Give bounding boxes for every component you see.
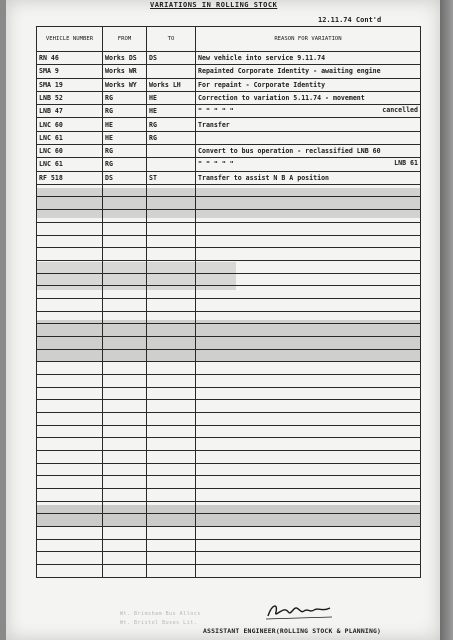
blank-cell [103, 286, 147, 299]
blank-cell [196, 463, 421, 476]
blank-cell [37, 235, 103, 248]
table-row [37, 118, 421, 131]
blank-cell [196, 400, 421, 413]
blank-cell [103, 526, 147, 539]
blank-cell [196, 260, 421, 273]
cell-from: Works WR [103, 65, 147, 78]
blank-cell [196, 552, 421, 565]
blank-row [37, 235, 421, 248]
blank-cell [37, 539, 103, 552]
blank-cell [103, 425, 147, 438]
blank-row [37, 222, 421, 235]
blank-cell [103, 197, 147, 210]
cell-reason [196, 105, 421, 118]
blank-row [37, 501, 421, 514]
reason-text: New vehicle into service 9.11.74 [198, 54, 326, 63]
cell-vehicle: SMA 9 [37, 65, 103, 78]
blank-row [37, 197, 421, 210]
cell-reason [196, 91, 421, 104]
blank-row [37, 311, 421, 324]
table-row [37, 158, 421, 171]
blank-cell [147, 222, 196, 235]
reason-text: Repainted Corporate Identity - awaiting engine [198, 67, 381, 76]
cell-to [147, 65, 196, 78]
blank-cell [37, 488, 103, 501]
cell-reason [196, 52, 421, 65]
blank-cell [147, 184, 196, 197]
cell-reason [196, 171, 421, 184]
blank-cell [196, 336, 421, 349]
blank-cell [37, 526, 103, 539]
blank-cell [196, 425, 421, 438]
blank-cell [103, 362, 147, 375]
reason-text: Transfer [198, 120, 230, 129]
blank-cell [103, 260, 147, 273]
blank-cell [196, 438, 421, 451]
blank-cell [103, 488, 147, 501]
cell-to: Works LH [147, 78, 196, 91]
blank-row [37, 400, 421, 413]
blank-cell [37, 400, 103, 413]
blank-cell [103, 564, 147, 577]
faint-line-1: Wt. Brimsham Bus Allocs [120, 611, 201, 617]
cell-reason [196, 131, 421, 144]
cell-from: RG [103, 144, 147, 157]
blank-cell [147, 564, 196, 577]
blank-cell [103, 324, 147, 337]
blank-cell [147, 362, 196, 375]
blank-cell [147, 336, 196, 349]
reason-text: Convert to bus operation - reclassified LNB 60 [198, 147, 381, 156]
blank-cell [147, 400, 196, 413]
blank-cell [147, 311, 196, 324]
blank-cell [37, 349, 103, 362]
blank-cell [103, 336, 147, 349]
blank-cell [103, 476, 147, 489]
blank-cell [103, 349, 147, 362]
blank-cell [196, 450, 421, 463]
reason-text: Correction to variation 5.11.74 - movement [198, 93, 365, 102]
blank-row [37, 298, 421, 311]
date-note: 12.11.74 Cont'd [318, 16, 382, 24]
blank-cell [37, 438, 103, 451]
cell-to [147, 158, 196, 171]
blank-cell [37, 362, 103, 375]
cell-reason [196, 144, 421, 157]
blank-cell [103, 222, 147, 235]
blank-row [37, 438, 421, 451]
table-row [37, 78, 421, 91]
blank-cell [103, 539, 147, 552]
blank-cell [37, 197, 103, 210]
blank-cell [103, 184, 147, 197]
blank-cell [196, 514, 421, 527]
table-row [37, 171, 421, 184]
blank-cell [147, 501, 196, 514]
blank-cell [37, 210, 103, 223]
table-row [37, 131, 421, 144]
blank-cell [103, 412, 147, 425]
blank-row [37, 374, 421, 387]
blank-cell [147, 273, 196, 286]
blank-cell [196, 222, 421, 235]
blank-cell [103, 311, 147, 324]
blank-cell [196, 476, 421, 489]
blank-row [37, 362, 421, 375]
blank-cell [196, 184, 421, 197]
blank-cell [147, 324, 196, 337]
blank-row [37, 286, 421, 299]
blank-row [37, 412, 421, 425]
blank-cell [103, 514, 147, 527]
blank-row [37, 184, 421, 197]
cell-from: Works DS [103, 52, 147, 65]
blank-cell [37, 450, 103, 463]
cell-from: RG [103, 105, 147, 118]
blank-cell [147, 387, 196, 400]
blank-cell [147, 374, 196, 387]
cell-to [147, 144, 196, 157]
blank-cell [103, 387, 147, 400]
blank-cell [196, 349, 421, 362]
table-row [37, 91, 421, 104]
table-row [37, 105, 421, 118]
cell-to: DS [147, 52, 196, 65]
blank-cell [196, 248, 421, 261]
blank-cell [37, 298, 103, 311]
blank-cell [37, 412, 103, 425]
blank-cell [37, 260, 103, 273]
blank-cell [147, 450, 196, 463]
cell-vehicle: RF 518 [37, 171, 103, 184]
table-row [37, 52, 421, 65]
blank-row [37, 260, 421, 273]
signature [264, 600, 334, 622]
blank-cell [37, 286, 103, 299]
blank-cell [196, 488, 421, 501]
cell-from: Works WY [103, 78, 147, 91]
blank-cell [37, 184, 103, 197]
blank-row [37, 425, 421, 438]
cell-from: HE [103, 131, 147, 144]
blank-row [37, 324, 421, 337]
blank-cell [147, 412, 196, 425]
blank-cell [37, 463, 103, 476]
blank-cell [147, 235, 196, 248]
blank-cell [147, 248, 196, 261]
blank-cell [196, 539, 421, 552]
blank-cell [196, 298, 421, 311]
blank-cell [103, 463, 147, 476]
blank-cell [196, 501, 421, 514]
cell-reason [196, 118, 421, 131]
blank-cell [103, 450, 147, 463]
blank-cell [37, 387, 103, 400]
blank-row [37, 210, 421, 223]
document-title: VARIATIONS IN ROLLING STOCK [150, 1, 278, 9]
blank-cell [147, 260, 196, 273]
blank-row [37, 273, 421, 286]
reason-annotation: LNB 61 [394, 159, 418, 168]
blank-cell [103, 438, 147, 451]
blank-row [37, 463, 421, 476]
blank-cell [103, 210, 147, 223]
blank-cell [196, 374, 421, 387]
blank-cell [196, 526, 421, 539]
cell-to: RG [147, 118, 196, 131]
page-edge-shadow [440, 0, 453, 640]
header-vehicle: VEHICLE NUMBER [37, 27, 103, 52]
cell-vehicle: LNC 60 [37, 144, 103, 157]
cell-vehicle: RN 46 [37, 52, 103, 65]
blank-cell [103, 501, 147, 514]
blank-cell [103, 374, 147, 387]
blank-cell [147, 514, 196, 527]
blank-cell [196, 197, 421, 210]
blank-cell [196, 273, 421, 286]
blank-cell [196, 210, 421, 223]
blank-row [37, 349, 421, 362]
blank-cell [37, 248, 103, 261]
header-reason: REASON FOR VARIATION [196, 27, 421, 52]
blank-cell [147, 286, 196, 299]
table-row [37, 144, 421, 157]
blank-cell [103, 552, 147, 565]
blank-row [37, 336, 421, 349]
cell-from: RG [103, 91, 147, 104]
blank-cell [147, 298, 196, 311]
header-from: FROM [103, 27, 147, 52]
blank-cell [37, 476, 103, 489]
cell-vehicle: LNC 60 [37, 118, 103, 131]
blank-cell [37, 311, 103, 324]
blank-cell [37, 552, 103, 565]
header-to: TO [147, 27, 196, 52]
blank-cell [147, 476, 196, 489]
cell-from: HE [103, 118, 147, 131]
blank-cell [37, 501, 103, 514]
reason-text: Transfer to assist N B A position [198, 173, 330, 182]
blank-cell [103, 298, 147, 311]
faint-line-2: Wt. Bristol Buses Lit. [120, 620, 198, 626]
blank-cell [103, 248, 147, 261]
cell-from: RG [103, 158, 147, 171]
blank-cell [103, 273, 147, 286]
blank-cell [147, 349, 196, 362]
cell-vehicle: LNC 61 [37, 158, 103, 171]
cell-reason [196, 65, 421, 78]
blank-row [37, 476, 421, 489]
blank-row [37, 488, 421, 501]
blank-cell [196, 286, 421, 299]
blank-cell [37, 336, 103, 349]
blank-cell [196, 412, 421, 425]
blank-cell [103, 235, 147, 248]
blank-row [37, 248, 421, 261]
blank-cell [37, 425, 103, 438]
blank-cell [37, 374, 103, 387]
blank-cell [196, 324, 421, 337]
reason-text: " " " " " [198, 107, 234, 116]
cell-to: ST [147, 171, 196, 184]
table-header-row [37, 27, 421, 52]
cell-vehicle: LNB 52 [37, 91, 103, 104]
blank-cell [147, 210, 196, 223]
blank-row [37, 564, 421, 577]
variations-table [36, 26, 421, 578]
blank-cell [147, 488, 196, 501]
blank-row [37, 539, 421, 552]
cell-from: DS [103, 171, 147, 184]
blank-cell [103, 400, 147, 413]
signatory-caption: ASSISTANT ENGINEER(ROLLING STOCK & PLANNING) [203, 627, 382, 635]
blank-cell [37, 324, 103, 337]
blank-cell [147, 526, 196, 539]
blank-cell [196, 362, 421, 375]
blank-cell [196, 387, 421, 400]
blank-cell [37, 222, 103, 235]
blank-cell [147, 197, 196, 210]
cell-to: HE [147, 105, 196, 118]
reason-annotation: cancelled [382, 106, 418, 115]
cell-vehicle: SMA 19 [37, 78, 103, 91]
cell-reason [196, 158, 421, 171]
blank-cell [147, 539, 196, 552]
cell-to: RG [147, 131, 196, 144]
blank-row [37, 387, 421, 400]
blank-cell [147, 425, 196, 438]
cell-vehicle: LNB 47 [37, 105, 103, 118]
table-row [37, 65, 421, 78]
table-body [37, 52, 421, 578]
blank-cell [196, 564, 421, 577]
blank-cell [37, 273, 103, 286]
blank-row [37, 514, 421, 527]
blank-cell [196, 311, 421, 324]
blank-row [37, 552, 421, 565]
cell-to: HE [147, 91, 196, 104]
blank-cell [196, 235, 421, 248]
reason-text: " " " " " [198, 160, 234, 169]
blank-cell [37, 514, 103, 527]
reason-text: For repaint - Corporate Identity [198, 80, 326, 89]
blank-row [37, 450, 421, 463]
cell-reason [196, 78, 421, 91]
blank-cell [147, 463, 196, 476]
blank-cell [147, 438, 196, 451]
blank-cell [37, 564, 103, 577]
cell-vehicle: LNC 61 [37, 131, 103, 144]
blank-row [37, 526, 421, 539]
blank-cell [147, 552, 196, 565]
